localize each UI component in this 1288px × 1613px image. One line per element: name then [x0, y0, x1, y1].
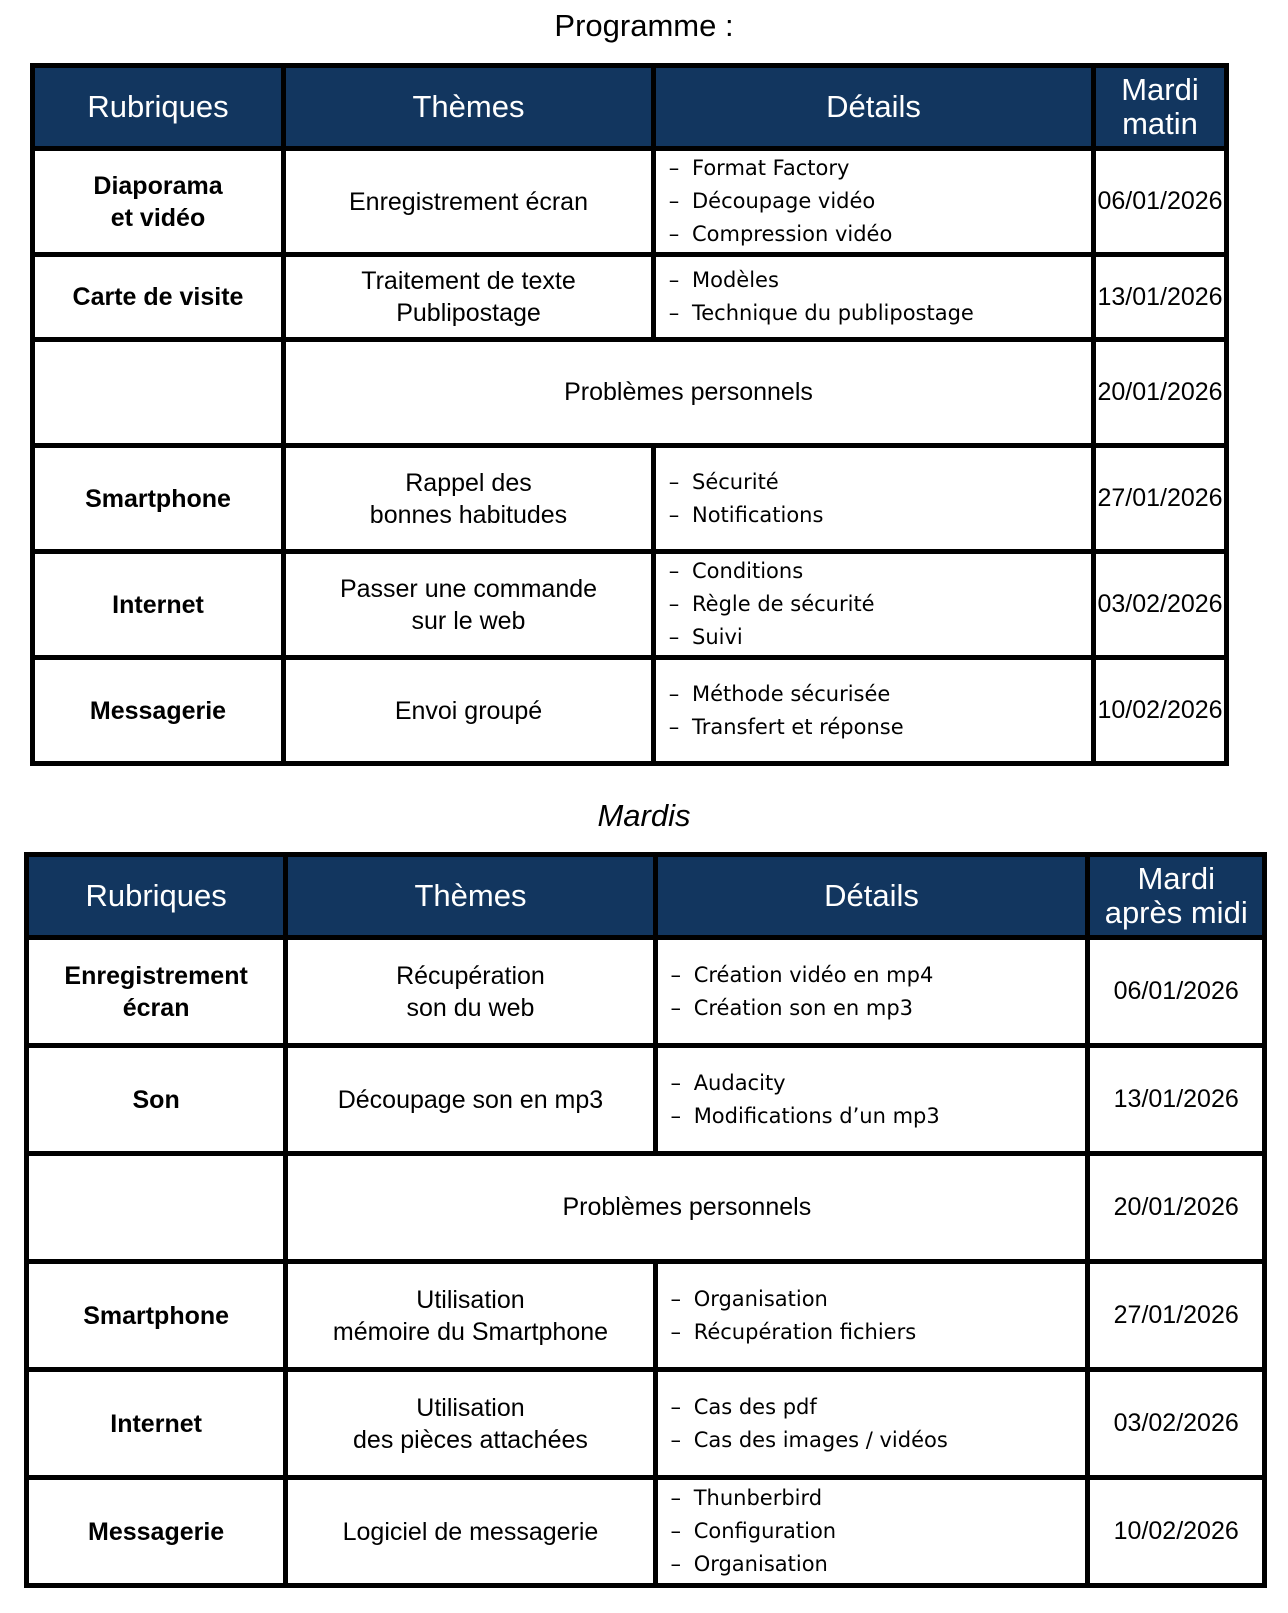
rubrique-line: Smartphone — [85, 484, 231, 513]
theme-line: Rappel des — [405, 468, 532, 497]
theme-line: Utilisation — [416, 1393, 525, 1422]
rubrique-cell — [27, 1370, 286, 1478]
table-row — [33, 658, 1227, 764]
bullet-dash-icon: – — [670, 1394, 681, 1419]
details-list — [656, 466, 1091, 532]
details-item — [656, 264, 1091, 297]
theme-line: Traitement de texte — [361, 267, 576, 295]
column-header-themes: Thèmes — [284, 66, 654, 149]
details-list — [656, 152, 1091, 251]
bullet-dash-icon: – — [668, 301, 680, 325]
details-text: Règle de sécurité — [692, 592, 875, 616]
theme-line: bonnes habitudes — [369, 500, 568, 529]
section-title-mardis: Mardis — [597, 798, 691, 833]
column-header-details: Détails — [654, 66, 1094, 149]
rubrique-cell-empty — [33, 340, 284, 446]
details-item — [658, 1482, 1086, 1515]
details-list — [658, 1482, 1086, 1581]
theme-line: Enregistrement écran — [348, 187, 588, 216]
details-list — [658, 959, 1086, 1025]
column-header-date — [1094, 66, 1227, 149]
theme-line: Logiciel de messagerie — [342, 1517, 599, 1546]
afternoon-schedule-table — [24, 852, 1267, 1588]
details-text: Technique du publipostage — [692, 301, 974, 325]
rubrique-cell — [27, 938, 286, 1046]
details-cell — [655, 1478, 1088, 1586]
details-item — [656, 297, 1091, 330]
details-list — [658, 1283, 1086, 1349]
bullet-dash-icon: – — [670, 1286, 681, 1311]
rubrique-cell — [27, 1478, 286, 1586]
details-text: Organisation — [693, 1552, 828, 1576]
details-item — [658, 1100, 1086, 1133]
details-cell — [655, 938, 1088, 1046]
rubrique-cell — [33, 658, 284, 764]
details-text: Format Factory — [692, 156, 850, 180]
date-cell: 03/02/2026 — [1088, 1370, 1265, 1478]
rubrique-cell — [27, 1046, 286, 1154]
rubrique-line: Internet — [110, 1409, 202, 1438]
details-text: Cas des pdf — [693, 1394, 817, 1419]
theme-cell — [284, 552, 654, 658]
rubrique-line: Carte de visite — [72, 283, 244, 311]
bullet-dash-icon: – — [670, 995, 681, 1020]
details-item — [658, 1424, 1086, 1457]
merged-theme-cell: Problèmes personnels — [286, 1154, 1088, 1262]
details-list — [656, 555, 1091, 654]
bullet-dash-icon: – — [670, 1319, 681, 1344]
morning-schedule-table — [30, 63, 1229, 766]
details-item — [658, 1067, 1086, 1100]
date-cell: 06/01/2026 — [1094, 149, 1227, 255]
bullet-dash-icon: – — [668, 189, 680, 213]
details-item — [656, 711, 1091, 744]
details-text: Modifications d’un mp3 — [693, 1103, 940, 1128]
date-header-line: matin — [1122, 106, 1198, 141]
details-item — [658, 1316, 1086, 1349]
details-item — [656, 499, 1091, 532]
details-cell — [654, 658, 1094, 764]
details-text: Découpage vidéo — [692, 189, 876, 213]
details-cell — [655, 1370, 1088, 1478]
column-header-details: Détails — [655, 855, 1088, 938]
column-header-rubriques: Rubriques — [33, 66, 284, 149]
date-cell: 10/02/2026 — [1088, 1478, 1265, 1586]
details-item — [658, 992, 1086, 1025]
bullet-dash-icon: – — [670, 1486, 681, 1510]
bullet-dash-icon: – — [670, 1552, 681, 1576]
rubrique-line: Enregistrement — [64, 961, 248, 990]
rubrique-cell — [33, 149, 284, 255]
details-text: Sécurité — [692, 469, 779, 494]
column-header-date — [1088, 855, 1265, 938]
rubrique-cell — [33, 446, 284, 552]
table-row — [33, 149, 1227, 255]
date-cell: 13/01/2026 — [1094, 255, 1227, 340]
details-list — [658, 1391, 1086, 1457]
details-text: Notifications — [692, 502, 824, 527]
details-cell — [654, 149, 1094, 255]
details-item — [656, 621, 1091, 654]
details-text: Création vidéo en mp4 — [693, 962, 934, 987]
table-row — [27, 1262, 1265, 1370]
table-row — [27, 1370, 1265, 1478]
table-row — [33, 255, 1227, 340]
table-header-row — [27, 855, 1265, 938]
details-cell — [654, 255, 1094, 340]
rubrique-line: et vidéo — [110, 203, 206, 232]
details-item — [656, 466, 1091, 499]
rubrique-line: Internet — [112, 590, 204, 619]
theme-cell — [284, 149, 654, 255]
details-text: Conditions — [692, 559, 804, 583]
theme-cell — [284, 446, 654, 552]
theme-cell — [286, 1262, 655, 1370]
bullet-dash-icon: – — [668, 714, 680, 739]
details-text: Thunberbird — [693, 1486, 823, 1510]
bullet-dash-icon: – — [670, 962, 681, 987]
column-header-rubriques: Rubriques — [27, 855, 286, 938]
bullet-dash-icon: – — [668, 592, 680, 616]
bullet-dash-icon: – — [668, 625, 680, 649]
details-item — [656, 588, 1091, 621]
theme-cell — [286, 1478, 655, 1586]
bullet-dash-icon: – — [670, 1427, 681, 1452]
table-row — [27, 938, 1265, 1046]
theme-line: des pièces attachées — [353, 1425, 588, 1454]
rubrique-line: Messagerie — [89, 696, 227, 725]
details-text: Cas des images / vidéos — [693, 1427, 948, 1452]
bullet-dash-icon: – — [668, 268, 680, 292]
table-row — [33, 340, 1227, 446]
date-cell: 27/01/2026 — [1088, 1262, 1265, 1370]
bullet-dash-icon: – — [668, 469, 680, 494]
theme-cell — [286, 938, 655, 1046]
theme-line: Envoi groupé — [394, 696, 543, 725]
details-item — [656, 678, 1091, 711]
theme-line: mémoire du Smartphone — [332, 1317, 609, 1346]
table-row — [27, 1154, 1265, 1262]
bullet-dash-icon: – — [668, 222, 680, 246]
bullet-dash-icon: – — [670, 1103, 681, 1128]
column-header-themes: Thèmes — [286, 855, 655, 938]
table-row — [27, 1046, 1265, 1154]
details-item — [658, 1515, 1086, 1548]
rubrique-line: écran — [122, 993, 190, 1022]
details-item — [658, 959, 1086, 992]
theme-line: sur le web — [411, 606, 526, 635]
theme-cell — [286, 1370, 655, 1478]
details-item — [658, 1548, 1086, 1581]
table-header-row — [33, 66, 1227, 149]
details-cell — [654, 446, 1094, 552]
details-text: Configuration — [693, 1519, 837, 1543]
bullet-dash-icon: – — [670, 1070, 681, 1095]
details-text: Audacity — [693, 1070, 786, 1095]
theme-cell — [284, 255, 654, 340]
details-cell — [655, 1262, 1088, 1370]
theme-line: Utilisation — [416, 1285, 525, 1314]
rubrique-line: Son — [132, 1085, 180, 1114]
theme-line: Publipostage — [396, 299, 541, 327]
date-header-line: après midi — [1104, 895, 1248, 930]
date-cell: 10/02/2026 — [1094, 658, 1227, 764]
date-cell: 03/02/2026 — [1094, 552, 1227, 658]
details-item — [656, 555, 1091, 588]
details-item — [658, 1283, 1086, 1316]
date-header-line: Mardi — [1121, 72, 1199, 107]
date-cell: 13/01/2026 — [1088, 1046, 1265, 1154]
merged-theme-cell: Problèmes personnels — [284, 340, 1094, 446]
details-text: Suivi — [692, 625, 743, 649]
rubrique-cell — [33, 255, 284, 340]
details-item — [658, 1391, 1086, 1424]
theme-line: Récupération — [396, 961, 545, 990]
details-list — [656, 678, 1091, 744]
bullet-dash-icon: – — [668, 156, 680, 180]
rubrique-cell-empty — [27, 1154, 286, 1262]
date-cell: 27/01/2026 — [1094, 446, 1227, 552]
details-cell — [655, 1046, 1088, 1154]
details-text: Organisation — [693, 1286, 828, 1311]
table-row — [27, 1478, 1265, 1586]
theme-cell — [284, 658, 654, 764]
details-item — [656, 218, 1091, 251]
table-row — [33, 552, 1227, 658]
theme-line: son du web — [406, 993, 535, 1022]
date-cell: 06/01/2026 — [1088, 938, 1265, 1046]
details-text: Création son en mp3 — [693, 995, 914, 1020]
program-title: Programme : — [554, 8, 734, 43]
bullet-dash-icon: – — [670, 1519, 681, 1543]
theme-line: Passer une commande — [339, 574, 598, 603]
rubrique-cell — [27, 1262, 286, 1370]
details-text: Modèles — [692, 268, 779, 292]
date-cell: 20/01/2026 — [1088, 1154, 1265, 1262]
details-text: Récupération fichiers — [693, 1319, 917, 1344]
date-cell: 20/01/2026 — [1094, 340, 1227, 446]
details-text: Transfert et réponse — [692, 714, 904, 739]
details-item — [656, 152, 1091, 185]
date-header-line: Mardi — [1137, 861, 1215, 896]
theme-cell — [286, 1046, 655, 1154]
details-item — [656, 185, 1091, 218]
rubrique-line: Smartphone — [83, 1301, 230, 1330]
details-list — [656, 264, 1091, 330]
rubrique-cell — [33, 552, 284, 658]
rubrique-line: Diaporama — [93, 171, 223, 200]
details-list — [658, 1067, 1086, 1133]
table-row — [33, 446, 1227, 552]
rubrique-line: Messagerie — [88, 1517, 225, 1546]
bullet-dash-icon: – — [668, 559, 680, 583]
theme-line: Découpage son en mp3 — [337, 1085, 604, 1114]
details-text: Méthode sécurisée — [692, 681, 891, 706]
bullet-dash-icon: – — [668, 681, 680, 706]
bullet-dash-icon: – — [668, 502, 680, 527]
details-cell — [654, 552, 1094, 658]
details-text: Compression vidéo — [692, 222, 893, 246]
